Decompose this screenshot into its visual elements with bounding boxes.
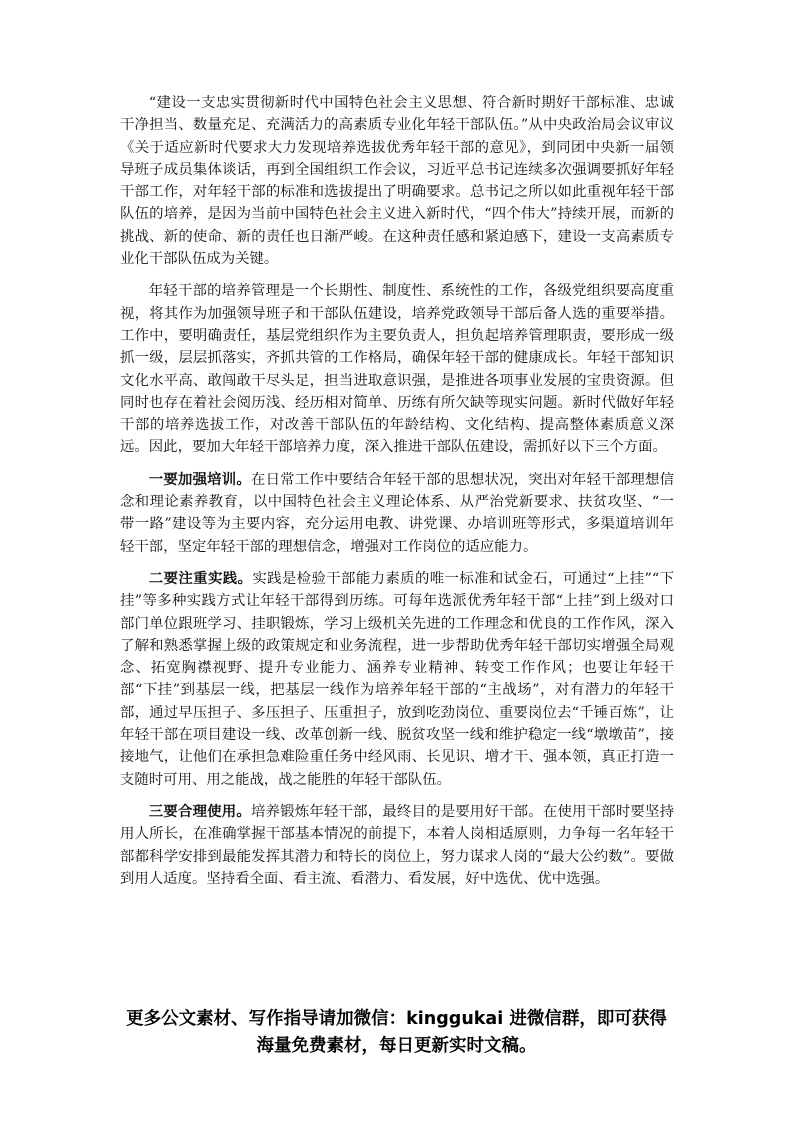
paragraph-usage <box>120 801 674 890</box>
paragraph-usage-heading: 三要合理使用。 <box>148 803 251 820</box>
paragraph-practice <box>120 568 674 791</box>
paragraph-usage-text: 培养锻炼年轻干部，最终目的是要用好干部。在使用干部时要坚持用人所长，在准确掌握干部基本情况的前提下，本着人岗相适原则，力争每一名年轻干部都科学安排到最能发挥其潜力和特长的岗位上，努力谋求人岗的“最大公约数”。要做到用人适度。坚持看全面、看主流、看潜力、看发展，好中选优、优中选强。 <box>120 803 674 887</box>
article-body <box>120 92 674 900</box>
promo-footer-line-2: 海量免费素材，每日更新实时文稿。 <box>256 1036 537 1056</box>
paragraph-practice-text: 实践是检验干部能力素质的唯一标准和试金石，可通过“上挂”“下挂”等多种实践方式让年轻干部得到历练。可每年选派优秀年轻干部“上挂”到上级对口部门单位跟班学习、挂职锻炼，学习上级机关先进的工作理念和优良的工作作风，深入了解和熟悉掌握上级的政策规定和业务流程，进一步帮助优秀年轻干部切实增强全局观念、拓宽胸襟视野、提升专业能力、涵养专业精神、转变工作作风；也要让年轻干部“下挂”到基层一线，把基层一线作为培养年轻干部的“主战场”，对有潜力的年轻干部，通过早压担子、多压担子、压重担子，放到吃劲岗位、重要岗位去“千锤百炼”，让年轻干部在项目建设一线、改革创新一线、脱贫攻坚一线和维护稳定一线“墩墩苗”，接接地气，让他们在承担急难险重任务中经风雨、长见识、增才干、强本领，真正打造一支随时可用、用之能战，战之能胜的年轻干部队伍。 <box>120 570 674 788</box>
paragraph-training-heading: 一要加强培训。 <box>148 471 251 488</box>
paragraph-2-text: 年轻干部的培养管理是一个长期性、制度性、系统性的工作，各级党组织要高度重视，将其作为加强领导班子和干部队伍建设，培养党政领导干部后备人选的重要举措。工作中，要明确责任，基层党组织作为主要负责人，担负起培养管理职责，要形成一级抓一级，层层抓落实，齐抓共管的工作格局，确保年轻干部的健康成长。年轻干部知识文化水平高、敢闯敢干尽头足，担当进取意识强，是推进各项事业发展的宝贵资源。但同时也存在着社会阅历浅、经历相对简单、历练有所欠缺等现实问题。新时代做好年轻干部的培养选拔工作，对改善干部队伍的年龄结构、文化结构、提高整体素质意义深远。因此，要加大年轻干部培养力度，深入推进干部队伍建设，需抓好以下三个方面。 <box>120 283 674 456</box>
paragraph-training-text: 在日常工作中要结合年轻干部的思想状况，突出对年轻干部理想信念和理论素养教育，以中国特色社会主义理论体系、从严治党新要求、扶贫攻坚、“一带一路”建设等为主要内容，充分运用电教、讲党课、办培训班等形式，多渠道培训年轻干部，坚定年轻干部的理想信念，增强对工作岗位的适应能力。 <box>120 471 674 555</box>
promo-footer <box>100 1006 693 1060</box>
promo-footer-line-1: 更多公文素材、写作指导请加微信：kinggukai 进微信群，即可获得 <box>126 1009 667 1029</box>
paragraph-1-text: “建设一支忠实贯彻新时代中国特色社会主义思想、符合新时期好干部标准、忠诚干净担当、数量充足、充满活力的高素质专业化年轻干部队伍。”从中央政治局会议审议《关于适应新时代要求大力发现培养选拔优秀年轻干部的意见》，到同团中央新一届领导班子成员集体谈话，再到全国组织工作会议，习近平总书记连续多次强调要抓好年轻干部工作，对年轻干部的标准和选拔提出了明确要求。总书记之所以如此重视年轻干部队伍的培养，是因为当前中国特色社会主义进入新时代，“四个伟大”持续开展，而新的挑战、新的使命、新的责任也日渐严峻。在这种责任感和紧迫感下，建设一支高素质专业化干部队伍成为关键。 <box>120 95 674 268</box>
paragraph-1 <box>120 92 674 270</box>
paragraph-training <box>120 469 674 558</box>
paragraph-2 <box>120 280 674 458</box>
paragraph-practice-heading: 二要注重实践。 <box>148 570 253 587</box>
